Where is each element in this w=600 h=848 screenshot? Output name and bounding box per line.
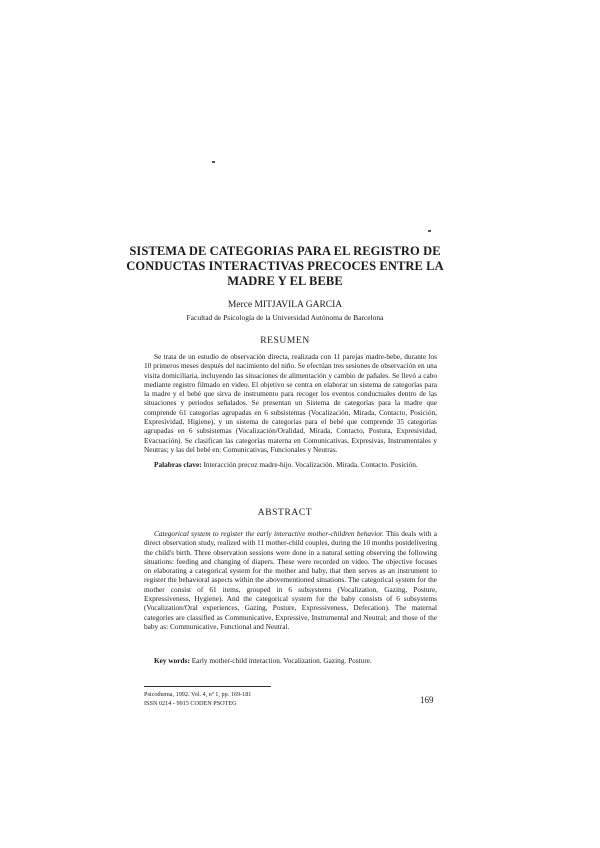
- scan-mark: [428, 230, 431, 232]
- abstract-heading: ABSTRACT: [257, 508, 313, 518]
- footnote-rule: [144, 686, 271, 687]
- scan-mark: [212, 161, 215, 163]
- abstract-keywords-label: Key words:: [154, 656, 190, 665]
- abstract-keywords: [144, 656, 437, 665]
- resumen-heading: RESUMEN: [260, 336, 310, 346]
- resumen-keywords-label: Palabras clave:: [154, 460, 202, 469]
- footnote-citation: Psicothema, 1992. Vol. 4, nº 1, pp. 169-181: [144, 691, 252, 698]
- page-number: 169: [420, 695, 434, 705]
- abstract-body: This deals with a direct observation study, realized with 11 mother-child couples, during the 10 months postdelivering the child's birth. Three observation sessions were done in a natural setting observing the following situations: feeding and changing of diapers. These were recorded on video. The objective focuses on elaborating a categorical system for the mother and baby, that then serves as an instrument to register the behavioral aspects within the abovementioned situations. The categorical system for the mother consist of 61 items, grouped in 6 subsystems (Vocalization, Gazing, Posture, Expressiveness, Hygiene). And the categorical system for the baby consists of 6 subsystems (Vocalization/Oral experiences, Gazing, Posture, Expressiveness, Defecation). The maternal categories are classified as Communicative, Expressive, Instrumental and Neutral; and those of the baby as: Communicative, Functional and Neutral.: [144, 529, 437, 631]
- author-name: Merce MITJAVILA GARCIA: [227, 300, 343, 310]
- resumen-paragraph: [144, 352, 437, 454]
- footnote-issn: ISSN 0214 - 9915 CODEN PSOTEG: [144, 700, 237, 707]
- resumen-keywords-text: Interacción precoz madre-hijo. Vocalización. Mirada. Contacto. Posición.: [203, 460, 418, 469]
- author-affiliation: Facultad de Psicología de la Universidad Autónoma de Barcelona: [186, 313, 384, 322]
- resumen-keywords: [144, 460, 437, 469]
- resumen-body: Se trata de un estudio de observación directa, realizada con 11 parejas madre-bebe, durante los 10 primeros meses después del nacimiento del niño. Se efectúan tres sesiones de observación en una visita domiciliaria, incluyendo las situaciones de alimentación y cambio de pañales. Se llevó a cabo mediante registro filmado en video. El objetivo se centra en elaborar un sistema de categorías para la madre y el bebé que sirva de instrumento para recoger los eventos conductuales dentro de las situaciones y periodos señalados. Se presentan un Sistema de categorías para la madre que comprende 61 categorías agrupadas en 6 subsistemas (Vocalización, Mirada, Contacto, Posición, Expresividad, Higiene), y un sistema de categorías para el bebé que comprende 35 categorías agrupadas en 6 subsistemas (Vocalización/Oralidad, Mirada, Contacto, Postura, Expresividad, Evacuación). Se clasifican las categorías materna en Comunicativas, Expresivas, Instrumentales y Neutras; y las del bebé en: Comunicativas, Funcionales y Neutras.: [144, 352, 438, 454]
- abstract-title: Categorical system to register the early interactive mother-children behavior.: [154, 529, 384, 538]
- paper-title: SISTEMA DE CATEGORIAS PARA EL REGISTRO DE CONDUCTAS INTERACTIVAS PRECOCES ENTRE LA MADRE Y EL BEBE: [126, 244, 444, 288]
- abstract-keywords-text: Early mother-child interaction. Vocalization. Gazing. Posture.: [191, 656, 372, 665]
- abstract-body-wrap: [144, 529, 437, 631]
- abstract-paragraph: [144, 529, 437, 631]
